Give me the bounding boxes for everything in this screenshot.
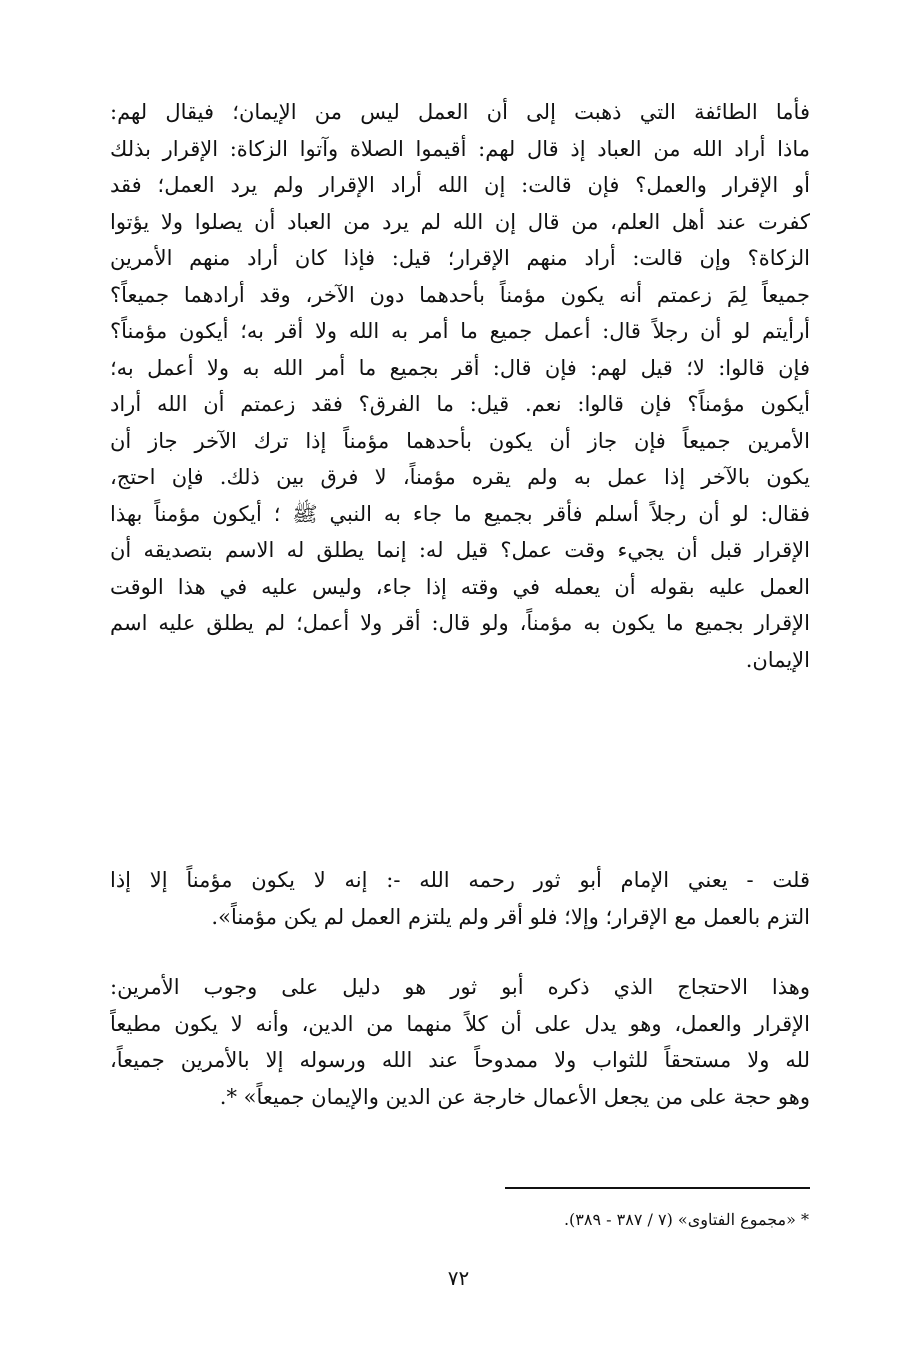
text-line: فأما الطائفة التي ذهبت إلى أن العمل ليس من الإيمان؛ فيقال لهم: [110, 100, 810, 124]
text-line: وهو حجة على من يجعل الأعمال خارجة عن الدين والإيمان جميعاً» *. [219, 1084, 810, 1109]
text-line: ماذا أراد الله من العباد إذ قال لهم: أقيموا الصلاة وآتوا الزكاة: الإقرار بذلك [110, 136, 810, 161]
text-line: العمل عليه بقوله أن يعمله في وقته إذا جاء، وليس عليه في هذا الوقت [110, 574, 810, 599]
paragraph-1 [110, 94, 810, 678]
paragraph-2 [110, 862, 810, 935]
text-line: التزم بالعمل مع الإقرار؛ وإلا؛ فلو أقر ولم يلتزم العمل لم يكن مؤمناً». [211, 904, 810, 929]
text-line: الإيمان. [745, 647, 810, 672]
text-line: جميعاً لِمَ زعمتم أنه يكون مؤمناً بأحدهما دون الآخر، وقد أرادهما جميعاً؟ [110, 282, 810, 307]
footnote-divider [505, 1187, 810, 1189]
text-line: لله ولا مستحقاً للثواب ولا ممدوحاً عند الله ورسوله إلا بالأمرين جميعاً، [110, 1048, 810, 1072]
text-line: أيكون مؤمناً؟ فإن قالوا: نعم. قيل: ما الفرق؟ فقد زعمتم أن الله أراد [110, 392, 810, 416]
text-line: الإقرار قبل أن يجيء وقت عمل؟ قيل له: إنما يطلق له الاسم بتصديقه أن [110, 538, 810, 562]
text-line: فقال: لو أن رجلاً أسلم فأقر بجميع ما جاء به النبي ﷺ ؛ أيكون مؤمناً بهذا [110, 501, 810, 526]
text-line: فإن قالوا: لا؛ قيل لهم: فإن قال: أقر بجميع ما أمر الله به ولا أعمل به؛ [110, 355, 810, 380]
page-number: ٧٢ [447, 1266, 470, 1290]
text-line: أرأيتم لو أن رجلاً قال: أعمل جميع ما أمر به الله ولا أقر به؛ أيكون مؤمناً؟ [110, 319, 810, 343]
text-line: يكون بالآخر إذا عمل به ولم يقره مؤمناً، لا فرق بين ذلك. فإن احتج، [110, 465, 810, 489]
text-line: الإقرار والعمل، وهو يدل على أن كلاً منهما من الدين، وأنه لا يكون مطيعاً [110, 1011, 810, 1036]
text-line: الأمرين جميعاً فإن جاز أن يكون بأحدهما مؤمناً إذا ترك الآخر جاز أن [110, 428, 810, 453]
footnote: * «مجموع الفتاوى» (٧ / ٣٨٧ - ٣٨٩). [563, 1210, 809, 1229]
text-line: وهذا الاحتجاج الذي ذكره أبو ثور هو دليل على وجوب الأمرين: [110, 975, 810, 999]
paragraph-3 [110, 969, 810, 1115]
text-line: الإقرار بجميع ما يكون به مؤمناً، ولو قال: أقر ولا أعمل؛ لم يطلق عليه اسم [110, 611, 810, 635]
text-line: الزكاة؟ وإن قالت: أراد منهم الإقرار؛ قيل: فإذا كان أراد منهم الأمرين [110, 246, 810, 270]
text-line: كفرت عند أهل العلم، من قال إن الله لم يرد من العباد أن يصلوا ولا يؤتوا [110, 209, 810, 234]
text-line: قلت - يعني الإمام أبو ثور رحمه الله -: إنه لا يكون مؤمناً إلا إذا [110, 868, 810, 892]
text-line: أو الإقرار والعمل؟ فإن قالت: إن الله أراد الإقرار ولم يرد العمل؛ فقد [110, 173, 810, 197]
